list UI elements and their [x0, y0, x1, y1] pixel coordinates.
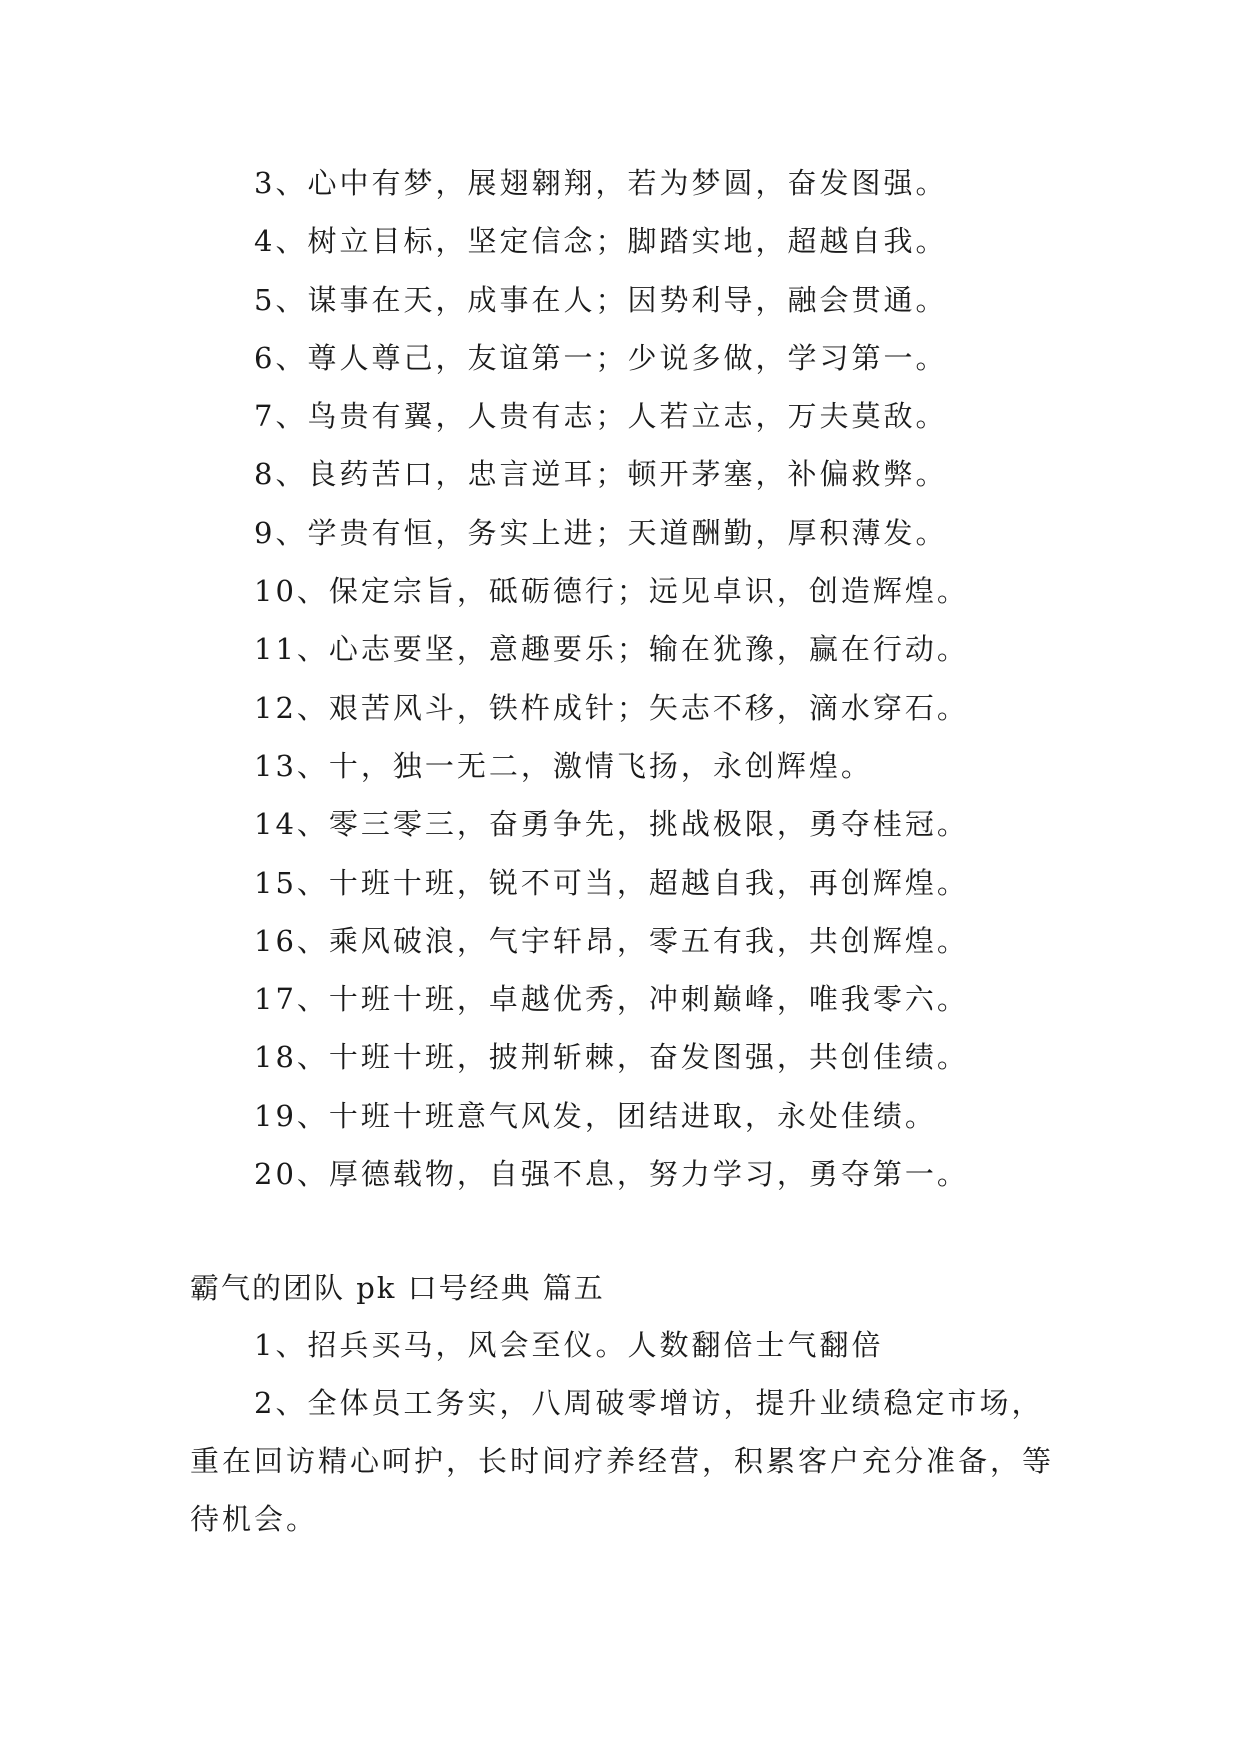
paragraph	[190, 1316, 1070, 1374]
slogan-item: 12、艰苦风斗，铁杵成针；矢志不移，滴水穿石。	[254, 690, 969, 725]
paragraph-text: 2、全体员工务实，八周破零增访，提升业绩稳定市场，重在回访精心呵护，长时间疗养经营，积累客户充分准备，等待机会。	[190, 1386, 1055, 1536]
slogan-item: 9、学贵有恒，务实上进；天道酬勤，厚积薄发。	[254, 515, 948, 550]
paragraph-text: 1、招兵买马，风会至仪。人数翻倍士气翻倍	[254, 1328, 884, 1362]
slogan-item: 6、尊人尊己，友谊第一；少说多做，学习第一。	[254, 340, 948, 375]
slogan-item: 5、谋事在天，成事在人；因势利导，融会贯通。	[254, 282, 948, 317]
slogan-item: 18、十班十班，披荆斩棘，奋发图强，共创佳绩。	[254, 1040, 969, 1075]
slogan-item: 16、乘风破浪，气宇轩昂，零五有我，共创辉煌。	[254, 923, 969, 958]
slogan-item: 11、心志要坚，意趣要乐；输在犹豫，赢在行动。	[254, 632, 969, 667]
slogan-item: 20、厚德载物，自强不息，努力学习，勇夺第一。	[254, 1157, 969, 1192]
section-heading: 霸气的团队 pk 口号经典 篇五	[190, 1271, 605, 1305]
paragraph	[190, 1374, 1070, 1548]
slogan-item: 3、心中有梦，展翅翱翔，若为梦圆，奋发图强。	[254, 166, 948, 200]
slogan-item: 17、十班十班，卓越优秀，冲刺巅峰，唯我零六。	[254, 982, 969, 1017]
slogan-item: 15、十班十班，锐不可当，超越自我，再创辉煌。	[254, 865, 969, 900]
slogan-item: 8、良药苦口，忠言逆耳；顿开茅塞，补偏救弊。	[254, 457, 948, 492]
slogan-item: 13、十，独一无二，激情飞扬，永创辉煌。	[254, 748, 873, 783]
slogan-item: 14、零三零三，奋勇争先，挑战极限，勇夺桂冠。	[254, 807, 969, 842]
slogan-item: 4、树立目标，坚定信念；脚踏实地，超越自我。	[254, 224, 948, 259]
slogan-item: 10、保定宗旨，砥砺德行；远见卓识，创造辉煌。	[254, 574, 969, 609]
slogan-list	[254, 163, 969, 1212]
slogan-item: 19、十班十班意气风发，团结进取，永处佳绩。	[254, 1098, 937, 1133]
slogan-item: 7、鸟贵有翼，人贵有志；人若立志，万夫莫敌。	[254, 399, 948, 434]
